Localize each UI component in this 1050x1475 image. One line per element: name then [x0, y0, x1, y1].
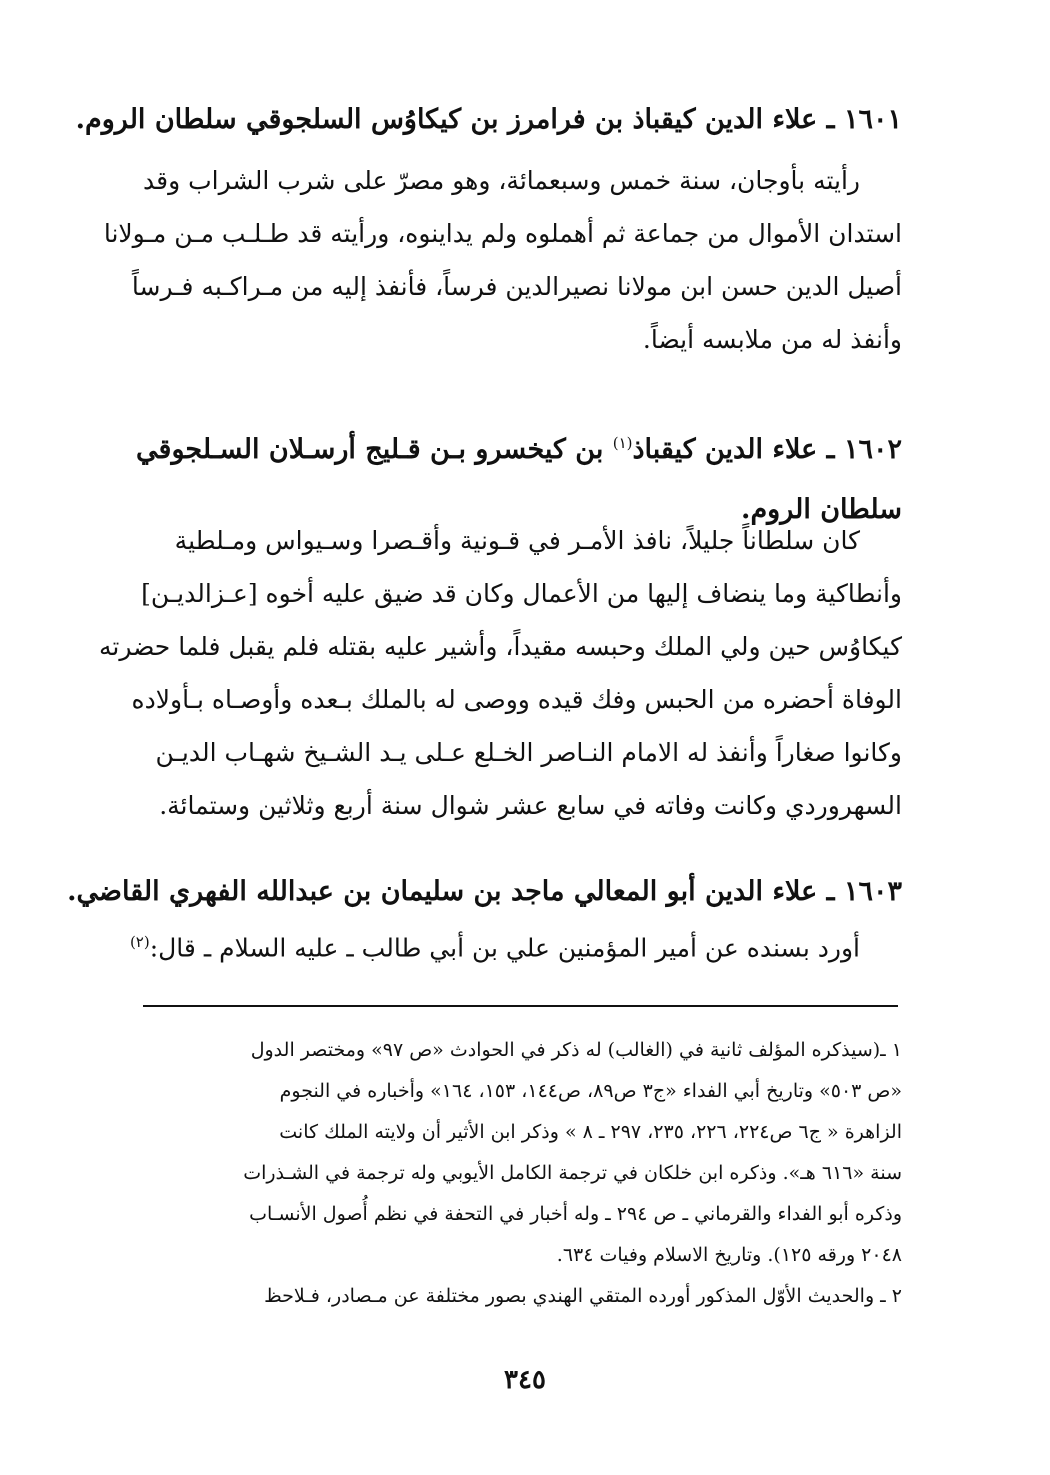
body-line: السهروردي وكانت وفاته في سابع عشر شوال سنة أربع وثلاثين وستمائة.: [159, 791, 902, 820]
footnote-divider: [143, 1005, 898, 1007]
body-line: كيكاوُس حين ولي الملك وحبسه مقيداً، وأشير عليه بقتله فلم يقبل فلما حضرته: [98, 632, 902, 661]
entry-1603-body: [129, 916, 902, 974]
footnote-line: الزاهرة « ج٦ ص٢٢٤، ٢٢٦، ٢٣٥، ٢٩٧ ـ ٨ » وذكر ابن الأثير أن ولايته الملك كانت: [279, 1121, 902, 1143]
body-text: أورد بسنده عن أمير المؤمنين علي بن أبي طالب ـ عليه السلام ـ قال:: [149, 933, 860, 963]
heading-text: بن كيخسرو بـن قـليج أرسـلان السـلجوقي: [136, 434, 613, 465]
heading-line: ١٦٠٣ ـ علاء الدين أبو المعالي ماجد بن سليمان بن عبدالله الفهري القاضي.: [67, 876, 902, 907]
entry-1603-heading: [67, 872, 902, 912]
entry-1601-body: [103, 154, 902, 366]
body-line: كان سلطاناً جليلاً، نافذ الأمـر في قـونية وأقـصرا وسـيواس ومـلطية: [174, 526, 860, 555]
footnote-line: ٢ ـ والحديث الأوّل المذكور أورده المتقي الهندي بصور مختلفة عن مـصادر، فـلاحظ: [264, 1285, 902, 1307]
footnote-line: ١ ـ(سيذكره المؤلف ثانية في (الغالب) له ذكر في الحوادث «ص ٩٧» ومختصر الدول: [250, 1039, 902, 1061]
heading-line: [136, 413, 902, 480]
entry-1601-heading: [75, 100, 902, 140]
body-line: [129, 916, 902, 974]
body-line: أصيل الدين حسن ابن مولانا نصيرالدين فرساً، فأنفذ إليه من مـراكـبه فـرساً: [131, 272, 902, 301]
body-line: رأيته بأوجان، سنة خمس وسبعمائة، وهو مصرّ على شرب الشراب وقد: [143, 166, 860, 195]
body-line: الوفاة أحضره من الحبس وفك قيده ووصى له بالملك بـعده وأوصـاه بـأولاده: [131, 685, 902, 714]
heading-text: ١٦٠٢ ـ علاء الدين كيقباذ: [632, 434, 902, 465]
footnote-line: «ص ٥٠٣» وتاريخ أبي الفداء «ج٣ ص٨٩، ص١٤٤، ١٥٣، ١٦٤» وأخباره في النجوم: [279, 1080, 902, 1102]
footnote-line: سنة «٦١٦ هـ». وذكره ابن خلكان في ترجمة الكامل الأيوبي وله ترجمة في الشـذرات: [243, 1162, 902, 1184]
footnote-line: وذكره أبو الفداء والقرماني ـ ص ٢٩٤ ـ وله أخبار في التحفة في نظم أُصول الأنسـاب: [249, 1203, 902, 1225]
footnotes: [148, 1030, 902, 1317]
body-line: وأنطاكية وما ينضاف إليها من الأعمال وكان قد ضيق عليه أخوه [عـزالديـن]: [141, 579, 902, 608]
footnote-line: ٢٠٤٨ ورقه ١٢٥). وتاريخ الاسلام وفيات ٦٣٤.: [556, 1244, 902, 1266]
entry-1602-body: [98, 514, 902, 832]
body-line: وكانوا صغاراً وأنفذ له الامام النـاصر الخـلع عـلى يـد الشـيخ شهـاب الديـن: [155, 738, 902, 767]
heading-line: ١٦٠١ ـ علاء الدين كيقباذ بن فرامرز بن كيكاوُس السلجوقي سلطان الروم.: [75, 104, 902, 135]
footnote-ref-1[interactable]: (١): [612, 434, 633, 452]
footnote-ref-2[interactable]: (٢): [129, 933, 150, 951]
body-line: استدان الأموال من جماعة ثم أهملوه ولم يداينوه، ورأيته قد طـلـب مـن مـولانا: [103, 219, 902, 248]
heading-line: سلطان الروم.: [741, 494, 902, 525]
page-number: ٣٤٥: [504, 1365, 546, 1395]
body-line: وأنفذ له من ملابسه أيضاً.: [642, 325, 902, 354]
